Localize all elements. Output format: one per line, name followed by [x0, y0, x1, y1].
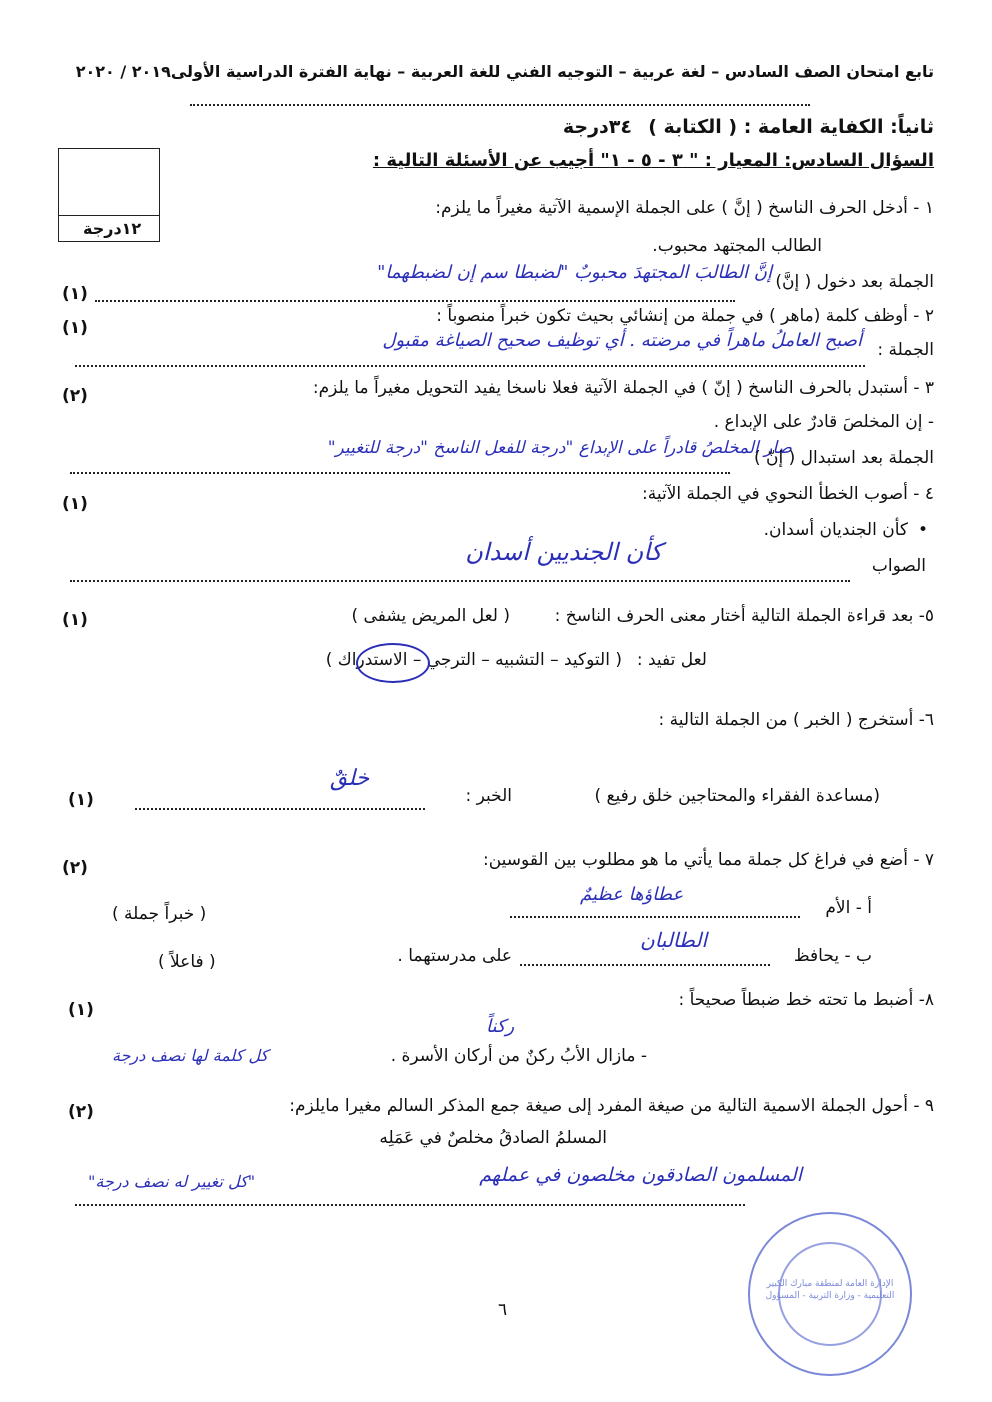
q5-prompt: ٥- بعد قراءة الجملة التالية أختار معنى الحرف الناسخ : [554, 606, 934, 626]
q6-answer-label: الخبر : [465, 786, 512, 806]
q1-score: (١) [62, 284, 88, 304]
q3-sentence: - إن المخلصَ قادرٌ على الإبداع . [713, 412, 934, 432]
q1-answer-label: الجملة بعد دخول ( إنَّ) [775, 272, 934, 292]
q4-answer-label: الصواب [871, 556, 926, 576]
stamp-text: الإدارة العامة لمنطقة مبارك الكبير التعليمية - وزارة التربية - المسؤول [765, 1279, 895, 1301]
q6-handwritten-answer: خلقٌ [330, 766, 370, 791]
q4-sentence: كأن الجنديان أسدان. [763, 520, 908, 540]
q7-b-hint: ( فاعلاً ) [158, 952, 216, 972]
q2-score: (١) [62, 318, 88, 338]
q3-answer-line [70, 472, 730, 474]
q1-prompt: ١ - أدخل الحرف الناسخ ( إنَّ ) على الجملة الإسمية الآتية مغيراً ما يلزم: [435, 198, 934, 218]
q3-answer-label: الجملة بعد استبدال ( إنّ ) [753, 448, 934, 468]
q7-score: (٢) [62, 858, 88, 878]
marks-box [58, 148, 160, 242]
q6-sentence: (مساعدة الفقراء والمحتاجين خلق رفيع ) [594, 786, 880, 806]
q7-a-prefix: أ - الأم [825, 898, 872, 918]
q1-answer-line [95, 300, 735, 302]
question-title: السؤال السادس: المعيار : " ٣ - ٥ - ١" أجيب عن الأسئلة التالية : [372, 150, 934, 171]
q4-prompt: ٤ - أصوب الخطأ النحوي في الجملة الآتية: [641, 484, 934, 504]
q2-handwritten-answer: أصبح العاملُ ماهراً في مرضته . أي توظيف صحيح الصياغة مقبول [382, 330, 862, 351]
q2-answer-line [75, 365, 865, 367]
header-divider [190, 104, 810, 106]
q6-prompt: ٦- أستخرج ( الخبر ) من الجملة التالية : [658, 710, 934, 730]
q5-options-label: لعل تفيد : [636, 650, 707, 670]
q4-answer-line [70, 580, 850, 582]
q6-score: (١) [68, 790, 94, 810]
q9-prompt: ٩ - أحول الجملة الاسمية التالية من صيغة المفرد إلى صيغة جمع المذكر السالم مغيرا مايلزم: [289, 1096, 934, 1116]
q9-sentence: المسلمُ الصادقُ مخلصٌ في عَمَلِه [379, 1128, 607, 1148]
official-stamp [748, 1212, 912, 1376]
q7-b-prefix: ب - يحافظ [793, 946, 872, 966]
section-marks: ٣٤درجة [562, 116, 632, 138]
q7-b-handwritten: الطالبان [640, 928, 708, 952]
q7-b-suffix: على مدرستهما . [397, 946, 512, 966]
q8-prompt: ٨- أضبط ما تحته خط ضبطاً صحيحاً : [678, 990, 934, 1010]
q9-handwritten-note: "كل تغيير له نصف درجة" [88, 1172, 256, 1191]
q7-prompt: ٧ - أضع في فراغ كل جملة مما يأتي ما هو مطلوب بين القوسين: [483, 850, 934, 870]
q5-options: ( التوكيد – التشبيه – الترجي – الاستدراك ) [325, 650, 622, 670]
q8-handwritten-note: كل كلمة لها نصف درجة [112, 1046, 269, 1065]
q2-answer-label: الجملة : [877, 340, 934, 360]
q4-handwritten-answer: كأن الجنديين أسدان [465, 538, 662, 566]
q3-score: (٢) [62, 386, 88, 406]
q1-handwritten-answer: إنَّ الطالبَ المجتهدَ محبوبٌ "لضبطا سم إن لضبطهما" [377, 262, 772, 283]
q5-selected-circle [356, 643, 430, 683]
q8-handwritten-top: ركناً [486, 1016, 515, 1037]
q8-sentence: - مازال الأبُ ركنٌ من أركان الأسرة . [390, 1046, 647, 1066]
q9-score: (٢) [68, 1102, 94, 1122]
section-title: ثانياً: الكفاية العامة : ( الكتابة ) [648, 116, 934, 138]
marks-box-label: ١٢درجة [83, 219, 142, 238]
exam-header: تابع امتحان الصف السادس – لغة عربية – التوجيه الفني للغة العربية – نهاية الفترة الدراسية الأولى٢٠١٩ / ٢٠٢٠ [75, 62, 934, 81]
q5-sentence: ( لعل المريض يشفى ) [351, 606, 510, 626]
q3-prompt: ٣ - أستبدل بالحرف الناسخ ( إنّ ) في الجملة الآتية فعلا ناسخا يفيد التحويل مغيراً ما يلزم: [312, 378, 934, 398]
q7-a-handwritten: عطاؤها عظيمٌ [580, 884, 684, 905]
q5-score: (١) [62, 610, 88, 630]
q7-a-line [510, 916, 800, 918]
q1-sentence: الطالب المجتهد محبوب. [652, 236, 822, 256]
q9-answer-line [75, 1204, 745, 1206]
q2-prompt: ٢ - أوظف كلمة (ماهر ) في جملة من إنشائي بحيث تكون خبراً منصوباً : [436, 306, 934, 326]
q7-a-hint: ( خبراً جملة ) [112, 904, 207, 924]
q6-answer-line [135, 808, 425, 810]
q4-score: (١) [62, 494, 88, 514]
q8-score: (١) [68, 1000, 94, 1020]
q9-handwritten-answer: المسلمون الصادقون مخلصون في عملهم [479, 1164, 802, 1186]
page-number: ٦ [498, 1300, 508, 1320]
q3-handwritten-answer: صار المخلصُ قادراً على الإبداع "درجة للفعل الناسخ "درجة للتغيير" [327, 438, 792, 458]
q7-b-line [520, 964, 770, 966]
q4-bullet: • [917, 520, 928, 540]
